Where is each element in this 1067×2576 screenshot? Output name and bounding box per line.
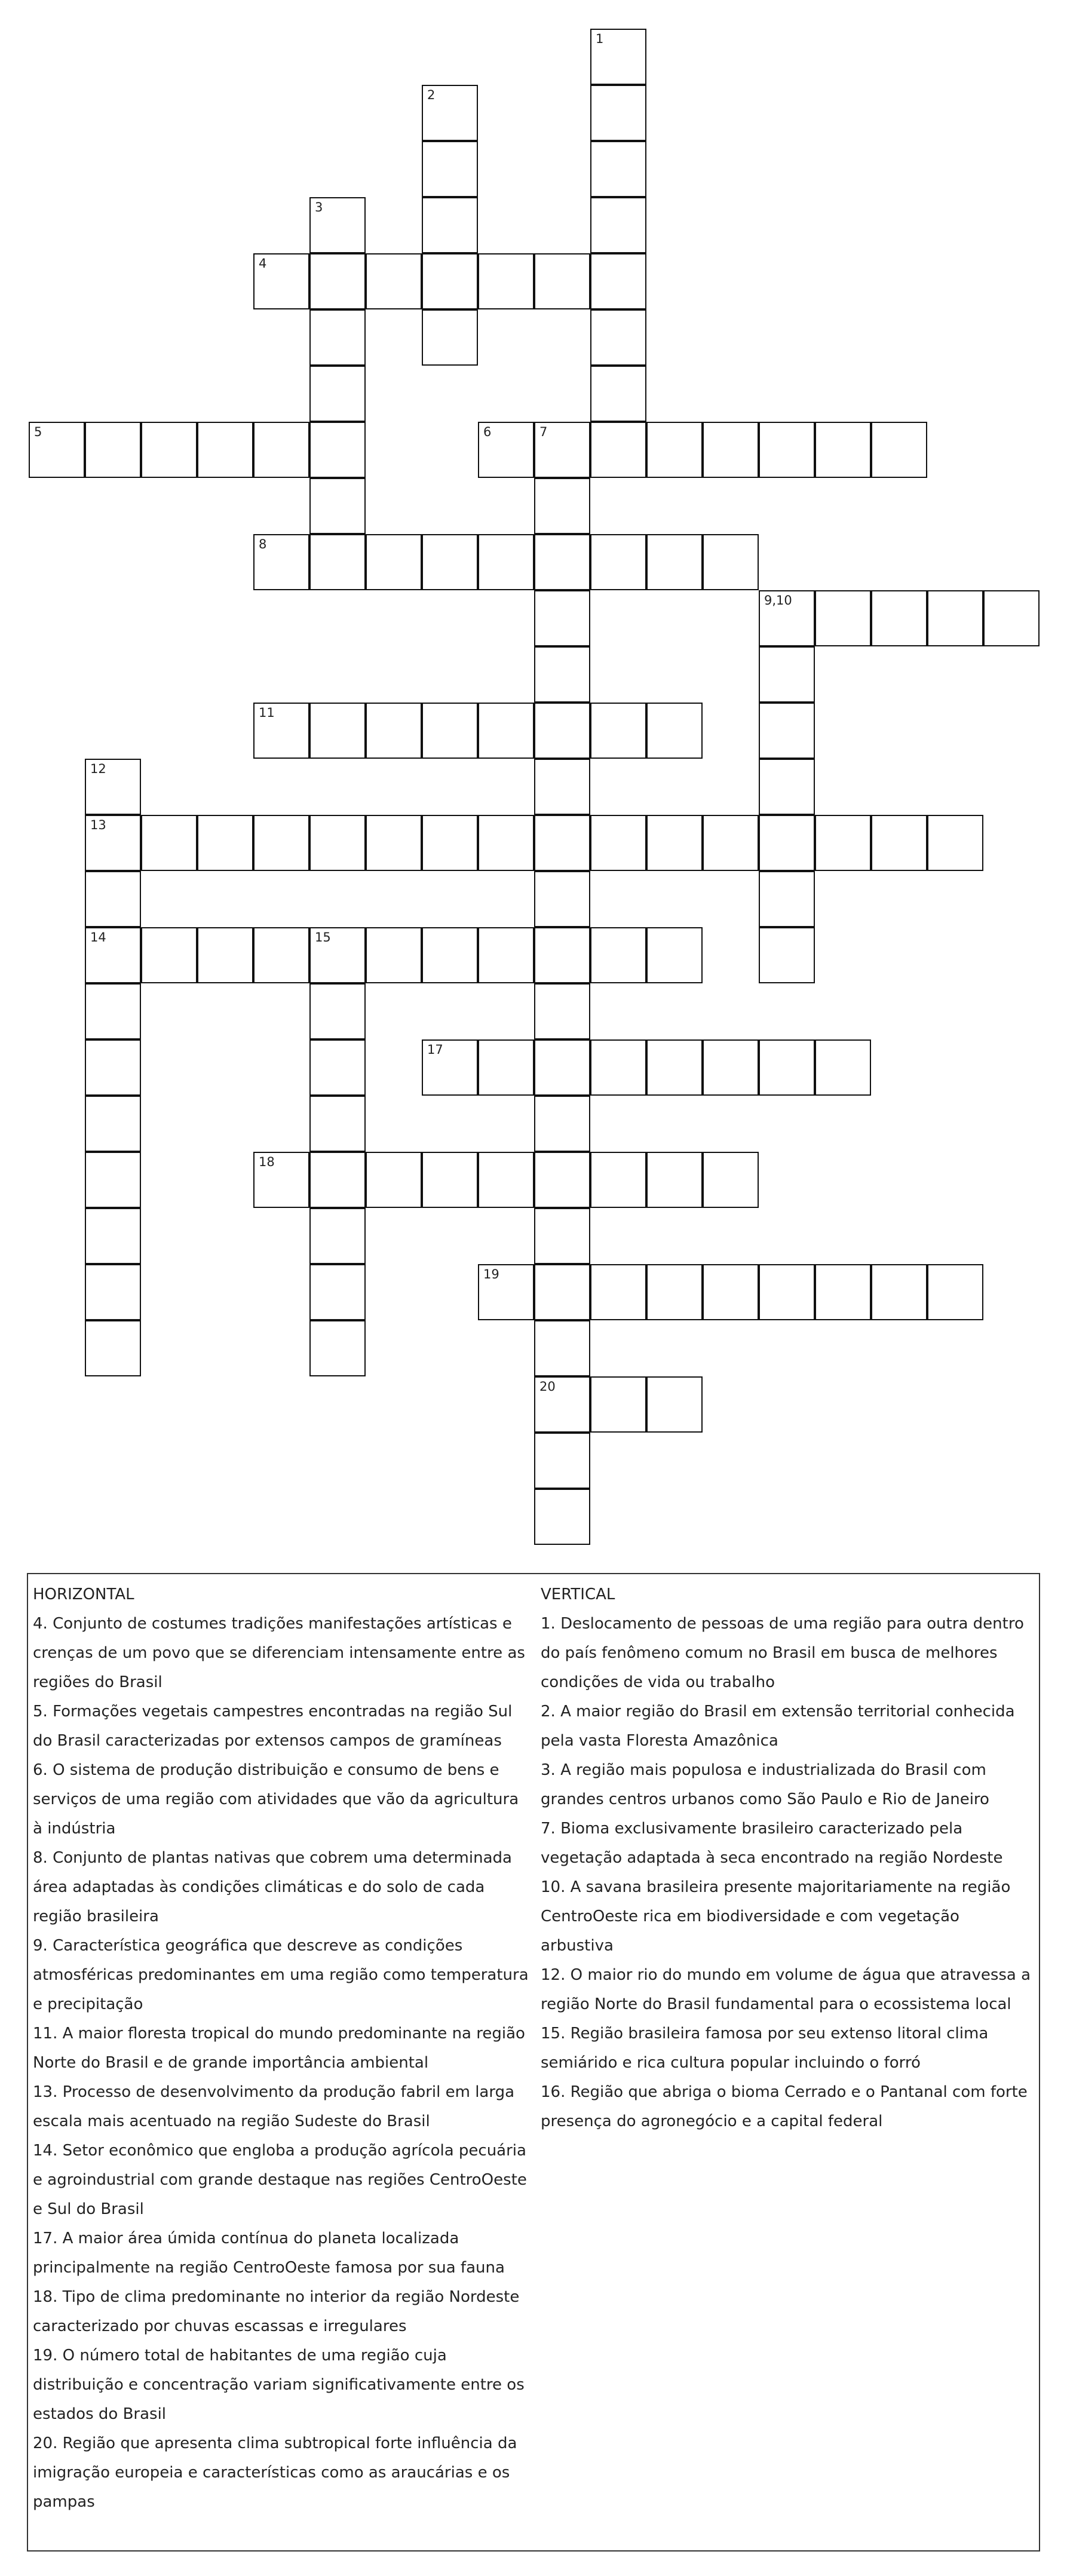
clue-horizontal-18: 18. Tipo de clima predominante no interior da região Nordeste caracterizado por chuvas escassas e irregulares <box>33 2288 520 2335</box>
grid-cell[interactable] <box>422 253 478 309</box>
grid-cell[interactable] <box>871 1264 927 1320</box>
grid-cell[interactable] <box>85 983 141 1039</box>
clue-number: 6 <box>483 425 492 439</box>
grid-cell[interactable] <box>253 815 309 871</box>
grid-cell[interactable] <box>478 703 534 759</box>
clue-horizontal-11: 11. A maior floresta tropical do mundo predominante na região Norte do Brasil e de grande importância ambiental <box>33 2025 525 2072</box>
grid-cell[interactable] <box>646 927 703 983</box>
clue-number: 9,10 <box>764 593 792 608</box>
clue-horizontal-4: 4. Conjunto de costumes tradições manifestações artísticas e crenças de um povo que se diferenciam intensamente entre as regiões do Brasil <box>33 1615 525 1691</box>
clue-number: 12 <box>90 762 106 776</box>
grid-cell[interactable] <box>759 1264 815 1320</box>
grid-cell[interactable] <box>534 815 590 871</box>
grid-cell[interactable] <box>85 871 141 927</box>
grid-cell[interactable] <box>871 815 927 871</box>
grid-cell[interactable] <box>478 927 534 983</box>
clue-vertical-7: 7. Bioma exclusivamente brasileiro caracterizado pela vegetação adaptada à seca encontrado na região Nordeste <box>541 1820 1003 1867</box>
grid-cell[interactable] <box>534 253 590 309</box>
grid-cell[interactable] <box>590 703 646 759</box>
grid-cell[interactable] <box>590 197 646 253</box>
clue-number: 11 <box>259 706 275 720</box>
grid-cell[interactable] <box>366 703 422 759</box>
grid-cell[interactable] <box>309 927 366 983</box>
grid-cell[interactable] <box>422 815 478 871</box>
grid-cell[interactable] <box>478 422 534 478</box>
grid-cell[interactable] <box>478 253 534 309</box>
grid-cell[interactable] <box>646 1152 703 1208</box>
grid-cell[interactable] <box>309 1039 366 1096</box>
grid-cell[interactable] <box>703 534 759 590</box>
grid-cell[interactable] <box>309 366 366 422</box>
grid-cell[interactable] <box>85 1320 141 1376</box>
grid-cell[interactable] <box>309 983 366 1039</box>
grid-cell[interactable] <box>927 1264 983 1320</box>
grid-cell[interactable] <box>309 815 366 871</box>
grid-cell[interactable] <box>590 141 646 197</box>
clue-vertical-1: 1. Deslocamento de pessoas de uma região para outra dentro do país fenômeno comum no Brasil em busca de melhores condições de vida ou trabalho <box>541 1615 1024 1691</box>
grid-cell[interactable] <box>366 815 422 871</box>
grid-cell[interactable] <box>422 1039 478 1096</box>
grid-cell[interactable] <box>759 590 815 646</box>
grid-cell[interactable] <box>983 590 1040 646</box>
grid-cell[interactable] <box>534 590 590 646</box>
grid-cell[interactable] <box>815 422 871 478</box>
grid-cell[interactable] <box>534 1489 590 1545</box>
grid-cell[interactable] <box>85 1264 141 1320</box>
grid-cell[interactable] <box>366 253 422 309</box>
grid-cell[interactable] <box>422 1152 478 1208</box>
grid-cell[interactable] <box>815 1264 871 1320</box>
grid-cell[interactable] <box>253 927 309 983</box>
grid-cell[interactable] <box>590 1039 646 1096</box>
grid-cell[interactable] <box>422 197 478 253</box>
grid-cell[interactable] <box>759 927 815 983</box>
clue-vertical-3: 3. A região mais populosa e industrializada do Brasil com grandes centros urbanos como São Paulo e Rio de Janeiro <box>541 1761 989 1808</box>
grid-cell[interactable] <box>309 1320 366 1376</box>
grid-cell[interactable] <box>309 422 366 478</box>
clue-number: 13 <box>90 818 106 832</box>
clue-vertical-15: 15. Região brasileira famosa por seu extenso litoral clima semiárido e rica cultura popular incluindo o forró <box>541 2025 989 2072</box>
grid-cell[interactable] <box>85 1039 141 1096</box>
grid-cell[interactable] <box>197 422 253 478</box>
clue-number: 18 <box>259 1155 275 1169</box>
grid-cell[interactable] <box>590 1264 646 1320</box>
grid-cell[interactable] <box>534 1096 590 1152</box>
grid-cell[interactable] <box>759 871 815 927</box>
grid-cell[interactable] <box>703 1152 759 1208</box>
grid-cell[interactable] <box>534 1152 590 1208</box>
clue-horizontal-19: 19. O número total de habitantes de uma região cuja distribuição e concentração variam significativamente entre os estados do Brasil <box>33 2347 525 2423</box>
grid-cell[interactable] <box>815 1039 871 1096</box>
grid-cell[interactable] <box>253 253 309 309</box>
grid-cell[interactable] <box>422 309 478 366</box>
grid-cell[interactable] <box>703 422 759 478</box>
grid-cell[interactable] <box>590 815 646 871</box>
grid-cell[interactable] <box>534 1376 590 1433</box>
grid-cell[interactable] <box>85 759 141 815</box>
grid-cell[interactable] <box>590 1376 646 1433</box>
grid-cell[interactable] <box>141 422 197 478</box>
grid-cell[interactable] <box>478 1152 534 1208</box>
horizontal-title: HORIZONTAL <box>33 1586 134 1603</box>
grid-cell[interactable] <box>478 1264 534 1320</box>
clue-horizontal-17: 17. A maior área úmida contínua do planeta localizada principalmente na região CentroOeste famosa por sua fauna <box>33 2230 505 2277</box>
clue-number: 15 <box>315 930 331 944</box>
grid-cell[interactable] <box>646 1039 703 1096</box>
grid-cell[interactable] <box>534 1208 590 1264</box>
grid-cell[interactable] <box>422 85 478 141</box>
grid-cell[interactable] <box>366 1152 422 1208</box>
grid-cell[interactable] <box>534 759 590 815</box>
clue-horizontal-14: 14. Setor econômico que engloba a produção agrícola pecuária e agroindustrial com grande destaque nas regiões CentroOeste e Sul do Brasil <box>33 2142 527 2218</box>
grid-cell[interactable] <box>29 422 85 478</box>
clue-number: 7 <box>539 425 548 439</box>
clue-number: 3 <box>315 200 323 214</box>
clue-number: 1 <box>596 32 604 46</box>
grid-cell[interactable] <box>422 927 478 983</box>
grid-cell[interactable] <box>422 141 478 197</box>
grid-cell[interactable] <box>478 1039 534 1096</box>
grid-cell[interactable] <box>927 590 983 646</box>
grid-cell[interactable] <box>422 703 478 759</box>
grid-cell[interactable] <box>590 253 646 309</box>
grid-cell[interactable] <box>366 534 422 590</box>
grid-cell[interactable] <box>197 927 253 983</box>
grid-cell[interactable] <box>253 534 309 590</box>
grid-cell[interactable] <box>309 1152 366 1208</box>
grid-cell[interactable] <box>534 422 590 478</box>
grid-cell[interactable] <box>478 815 534 871</box>
grid-cell[interactable] <box>590 309 646 366</box>
horizontal-clues <box>33 1580 529 2517</box>
grid-cell[interactable] <box>141 927 197 983</box>
clue-vertical-10: 10. A savana brasileira presente majoritariamente na região CentroOeste rica em biodiversidade e com vegetação arbustiva <box>541 1878 1011 1955</box>
grid-cell[interactable] <box>85 422 141 478</box>
grid-cell[interactable] <box>309 534 366 590</box>
grid-cell[interactable] <box>590 85 646 141</box>
grid-cell[interactable] <box>309 253 366 309</box>
grid-cell[interactable] <box>253 422 309 478</box>
grid-cell[interactable] <box>309 703 366 759</box>
grid-cell[interactable] <box>534 1039 590 1096</box>
grid-cell[interactable] <box>85 1096 141 1152</box>
grid-cell[interactable] <box>534 1264 590 1320</box>
grid-cell[interactable] <box>646 815 703 871</box>
grid-cell[interactable] <box>534 871 590 927</box>
grid-cell[interactable] <box>309 478 366 534</box>
grid-cell[interactable] <box>85 927 141 983</box>
grid-cell[interactable] <box>534 1320 590 1376</box>
grid-cell[interactable] <box>309 309 366 366</box>
grid-cell[interactable] <box>85 1208 141 1264</box>
grid-cell[interactable] <box>759 703 815 759</box>
grid-cell[interactable] <box>197 815 253 871</box>
grid-cell[interactable] <box>590 366 646 422</box>
grid-cell[interactable] <box>253 1152 309 1208</box>
grid-cell[interactable] <box>646 422 703 478</box>
grid-cell[interactable] <box>478 534 534 590</box>
grid-cell[interactable] <box>366 927 422 983</box>
grid-cell[interactable] <box>534 478 590 534</box>
clue-vertical-16: 16. Região que abriga o bioma Cerrado e o Pantanal com forte presença do agronegócio e a capital federal <box>541 2083 1028 2130</box>
vertical-title: VERTICAL <box>541 1586 615 1603</box>
grid-cell[interactable] <box>759 815 815 871</box>
grid-cell[interactable] <box>646 534 703 590</box>
clue-vertical-12: 12. O maior rio do mundo em volume de água que atravessa a região Norte do Brasil fundamental para o ecossistema local <box>541 1966 1031 2013</box>
grid-cell[interactable] <box>759 646 815 703</box>
clue-number: 8 <box>259 537 267 551</box>
grid-cell[interactable] <box>703 1039 759 1096</box>
grid-cell[interactable] <box>309 197 366 253</box>
clue-number: 17 <box>427 1042 443 1057</box>
clue-horizontal-20: 20. Região que apresenta clima subtropical forte influência da imigração europeia e características como as araucárias e os pampas <box>33 2434 517 2511</box>
grid-cell[interactable] <box>927 815 983 871</box>
clue-number: 4 <box>259 256 267 271</box>
grid-cell[interactable] <box>534 646 590 703</box>
grid-cell[interactable] <box>422 534 478 590</box>
clue-horizontal-9: 9. Característica geográfica que descreve as condições atmosféricas predominantes em uma região como temperatura e precipitação <box>33 1937 529 2013</box>
grid-cell[interactable] <box>590 534 646 590</box>
grid-cell[interactable] <box>646 1376 703 1433</box>
grid-cell[interactable] <box>534 1433 590 1489</box>
grid-cell[interactable] <box>815 815 871 871</box>
grid-cell[interactable] <box>590 1152 646 1208</box>
grid-cell[interactable] <box>759 422 815 478</box>
grid-cell[interactable] <box>253 703 309 759</box>
grid-cell[interactable] <box>309 1096 366 1152</box>
grid-cell[interactable] <box>534 703 590 759</box>
grid-cell[interactable] <box>534 927 590 983</box>
grid-cell[interactable] <box>759 759 815 815</box>
clue-number: 19 <box>483 1267 499 1281</box>
grid-cell[interactable] <box>85 1152 141 1208</box>
clue-number: 5 <box>34 425 42 439</box>
grid-cell[interactable] <box>871 422 927 478</box>
grid-cell[interactable] <box>815 590 871 646</box>
grid-cell[interactable] <box>309 1208 366 1264</box>
grid-cell[interactable] <box>309 1264 366 1320</box>
grid-cell[interactable] <box>141 815 197 871</box>
clue-number: 2 <box>427 88 436 102</box>
grid-cell[interactable] <box>590 927 646 983</box>
grid-cell[interactable] <box>703 1264 759 1320</box>
grid-cell[interactable] <box>590 29 646 85</box>
clue-number: 14 <box>90 930 106 944</box>
clue-vertical-2: 2. A maior região do Brasil em extensão territorial conhecida pela vasta Floresta Amazônica <box>541 1703 1015 1750</box>
vertical-clues <box>541 1580 1037 2136</box>
grid-cell[interactable] <box>646 703 703 759</box>
grid-cell[interactable] <box>871 590 927 646</box>
grid-cell[interactable] <box>759 1039 815 1096</box>
clue-horizontal-5: 5. Formações vegetais campestres encontradas na região Sul do Brasil caracterizadas por extensos campos de gramíneas <box>33 1703 513 1750</box>
grid-cell[interactable] <box>646 1264 703 1320</box>
clue-box <box>27 1573 1040 2552</box>
grid-cell[interactable] <box>534 534 590 590</box>
grid-cell[interactable] <box>590 422 646 478</box>
clue-horizontal-8: 8. Conjunto de plantas nativas que cobrem uma determinada área adaptadas às condições climáticas e do solo de cada região brasileira <box>33 1849 512 1925</box>
clue-horizontal-6: 6. O sistema de produção distribuição e consumo de bens e serviços de uma região com atividades que vão da agricultura à indústria <box>33 1761 519 1838</box>
grid-cell[interactable] <box>85 815 141 871</box>
grid-cell[interactable] <box>534 983 590 1039</box>
grid-cell[interactable] <box>703 815 759 871</box>
clue-horizontal-13: 13. Processo de desenvolvimento da produção fabril em larga escala mais acentuado na região Sudeste do Brasil <box>33 2083 515 2130</box>
clue-number: 20 <box>539 1379 556 1394</box>
